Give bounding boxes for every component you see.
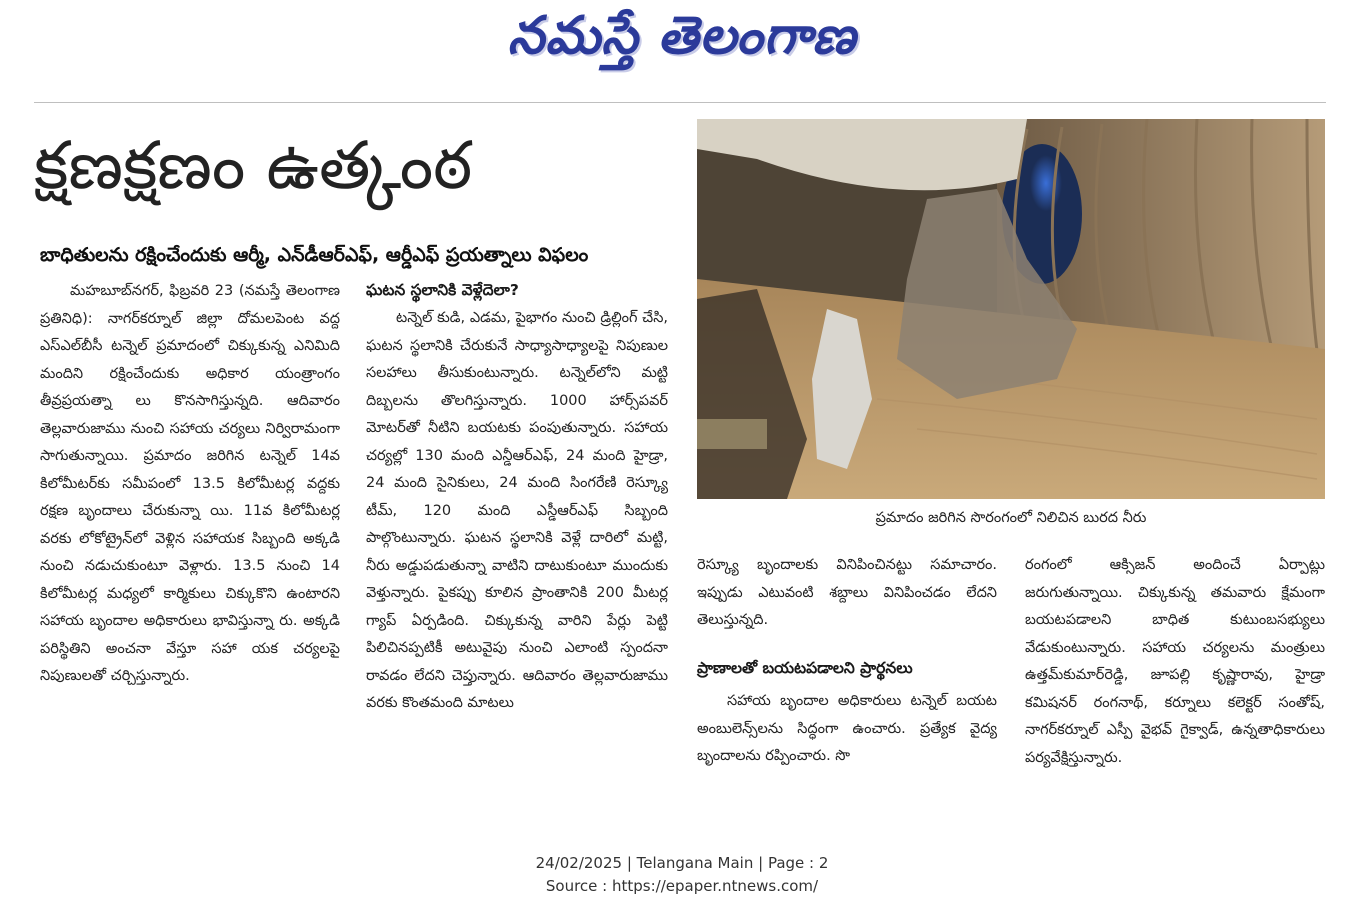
footer-date-page: 24/02/2025 | Telangana Main | Page : 2 bbox=[535, 854, 829, 872]
article-paragraph: మహబూబ్‌నగర్‌, ఫిబ్రవరి 23 (నమస్తే తెలంగాణ ప్రతినిధి): నాగర్‌కర్నూల్‌ జిల్లా దోమలపెంట వద్ద ఎస్‌ఎల్‌బీసీ టన్నెల్‌ ప్రమాదంలో చిక్కుకున్న ఎనిమిది మందిని రక్షించేందుకు అధికార యంత్రాంగం తీవ్రప్రయత్నా లు కొనసాగిస్తున్నది. ఆదివారం తెల్లవారుజాము నుంచి సహాయ చర్యలు నిర్విరామంగా సాగుతున్నాయి. ప్రమాదం జరిగిన టన్నెల్‌ 14వ కిలోమీటర్‌కు సమీపంలో 13.5 కిలోమీటర్ల వద్దకు రక్షణ బృందాలు చేరుకున్నా యి. 11వ కిలోమీటర్ల వరకు లోకోట్రైన్‌లో వెళ్లిన సహాయక సిబ్బంది అక్కడి నుంచి నడుచుకుంటూ వెళ్లారు. 13.5 నుంచి 14 కిలోమీటర్ల మధ్యలో కార్మికులు చిక్కుకొని ఉంటారని సహాయ బృందాల అధికారులు భావిస్తున్నా రు. అక్కడి పరిస్థితిని అంచనా వేస్తూ సహా యక చర్యలపై నిపుణులతో చర్చిస్తున్నారు. bbox=[40, 283, 340, 684]
footer-source: Source : https://epaper.ntnews.com/ bbox=[545, 877, 819, 895]
masthead bbox=[0, 0, 1364, 80]
article-paragraph: సహాయ బృందాల అధికారులు టన్నెల్‌ బయట అంబులెన్స్‌లను సిద్ధంగా ఉంచారు. ప్రత్యేక వైద్య బృందాలను రప్పించారు. సొ bbox=[697, 693, 997, 764]
article-column-1 bbox=[40, 278, 340, 691]
article-headline: క్షణక్షణం ఉత్కంఠ bbox=[34, 127, 473, 204]
article-paragraph: రంగంలో ఆక్సిజన్‌ అందించే ఏర్పాట్లు జరుగుతున్నాయి. చిక్కుకున్న తమవారు క్షేమంగా బయటపడాలని బాధిత కుటుంబసభ్యులు వేడుకుంటున్నారు. సహాయ చర్యలను మంత్రులు ఉత్తమ్‌కుమార్‌రెడ్డి, జూపల్లి కృష్ణారావు, హైడ్రా కమిషనర్‌ రంగనాథ్‌, కర్నూలు కలెక్టర్‌ సంతోష్‌, నాగర్‌కర్నూల్‌ ఎస్పీ వైభవ్‌ గైక్వాడ్‌, ఉన్నతాధికారులు పర్యవేక్షిస్తున్నారు. bbox=[1025, 557, 1325, 766]
tunnel-photo bbox=[697, 119, 1325, 499]
top-divider bbox=[34, 102, 1326, 103]
article-paragraph: టన్నెల్‌ కుడి, ఎడమ, పైభాగం నుంచి డ్రిల్లింగ్‌ చేసి, ఘటన స్థలానికి చేరుకునే సాధ్యాసాధ్యాలపై నిపుణుల సలహాలు తీసుకుంటున్నారు. టన్నెల్‌లోని మట్టి దిబ్బలను తొలగిస్తున్నారు. 1000 హార్స్‌పవర్‌ మోటర్‌తో నీటిని బయటకు పంపుతున్నారు. సహాయ చర్యల్లో 130 మంది ఎన్డీఆర్‌ఎఫ్‌, 24 మంది హైడ్రా, 24 మంది సైనికులు, 24 మంది సింగరేణి రెస్క్యూ టీమ్‌, 120 మంది ఎస్డీఆర్‌ఎఫ్‌ సిబ్బంది పాల్గొంటున్నారు. ఘటన స్థలానికి వెళ్లే దారిలో మట్టి, నీరు అడ్డుపడుతున్నా వాటిని దాటుకుంటూ ముందుకు వెళ్తున్నారు. పైకప్పు కూలిన ప్రాంతానికి 200 మీటర్ల గ్యాప్‌ ఏర్పడింది. చిక్కుకున్న వారిని పేర్లు పెట్టి పిలిచినప్పటికీ అటువైపు నుంచి ఎలాంటి స్పందనా రావడం లేదని చెప్తున్నారు. ఆదివారం తెల్లవారుజాము వరకు కొంతమంది మాటలు bbox=[366, 310, 668, 711]
photo-caption: ప్రమాదం జరిగిన సొరంగంలో నిలిచిన బురద నీరు bbox=[875, 510, 1147, 526]
article-column-2 bbox=[366, 305, 668, 718]
article-column-4 bbox=[1025, 552, 1325, 772]
article-paragraph: రెస్క్యూ బృందాలకు వినిపించినట్టు సమాచారం. ఇప్పుడు ఎటువంటి శబ్దాలు వినిపించడం లేదని తెలుస్తున్నది. bbox=[697, 557, 997, 628]
page-footer bbox=[0, 852, 1364, 898]
article-column-3-continued bbox=[697, 688, 997, 771]
newspaper-logo: నమస్తే తెలంగాణ bbox=[507, 6, 857, 66]
section-title-col2: ఘటన స్థలానికి వెళ్లేదెలా? bbox=[366, 281, 519, 299]
section-title-col3: ప్రాణాలతో బయటపడాలని ప్రార్థనలు bbox=[697, 659, 913, 677]
article-column-3 bbox=[697, 552, 997, 635]
article-subheadline: బాధితులను రక్షించేందుకు ఆర్మీ, ఎన్‌డీఆర్‌ఎఫ్‌, ఆర్డీఎఫ్‌ ప్రయత్నాలు విఫలం bbox=[40, 244, 589, 266]
tunnel-photo-illustration bbox=[697, 119, 1325, 499]
